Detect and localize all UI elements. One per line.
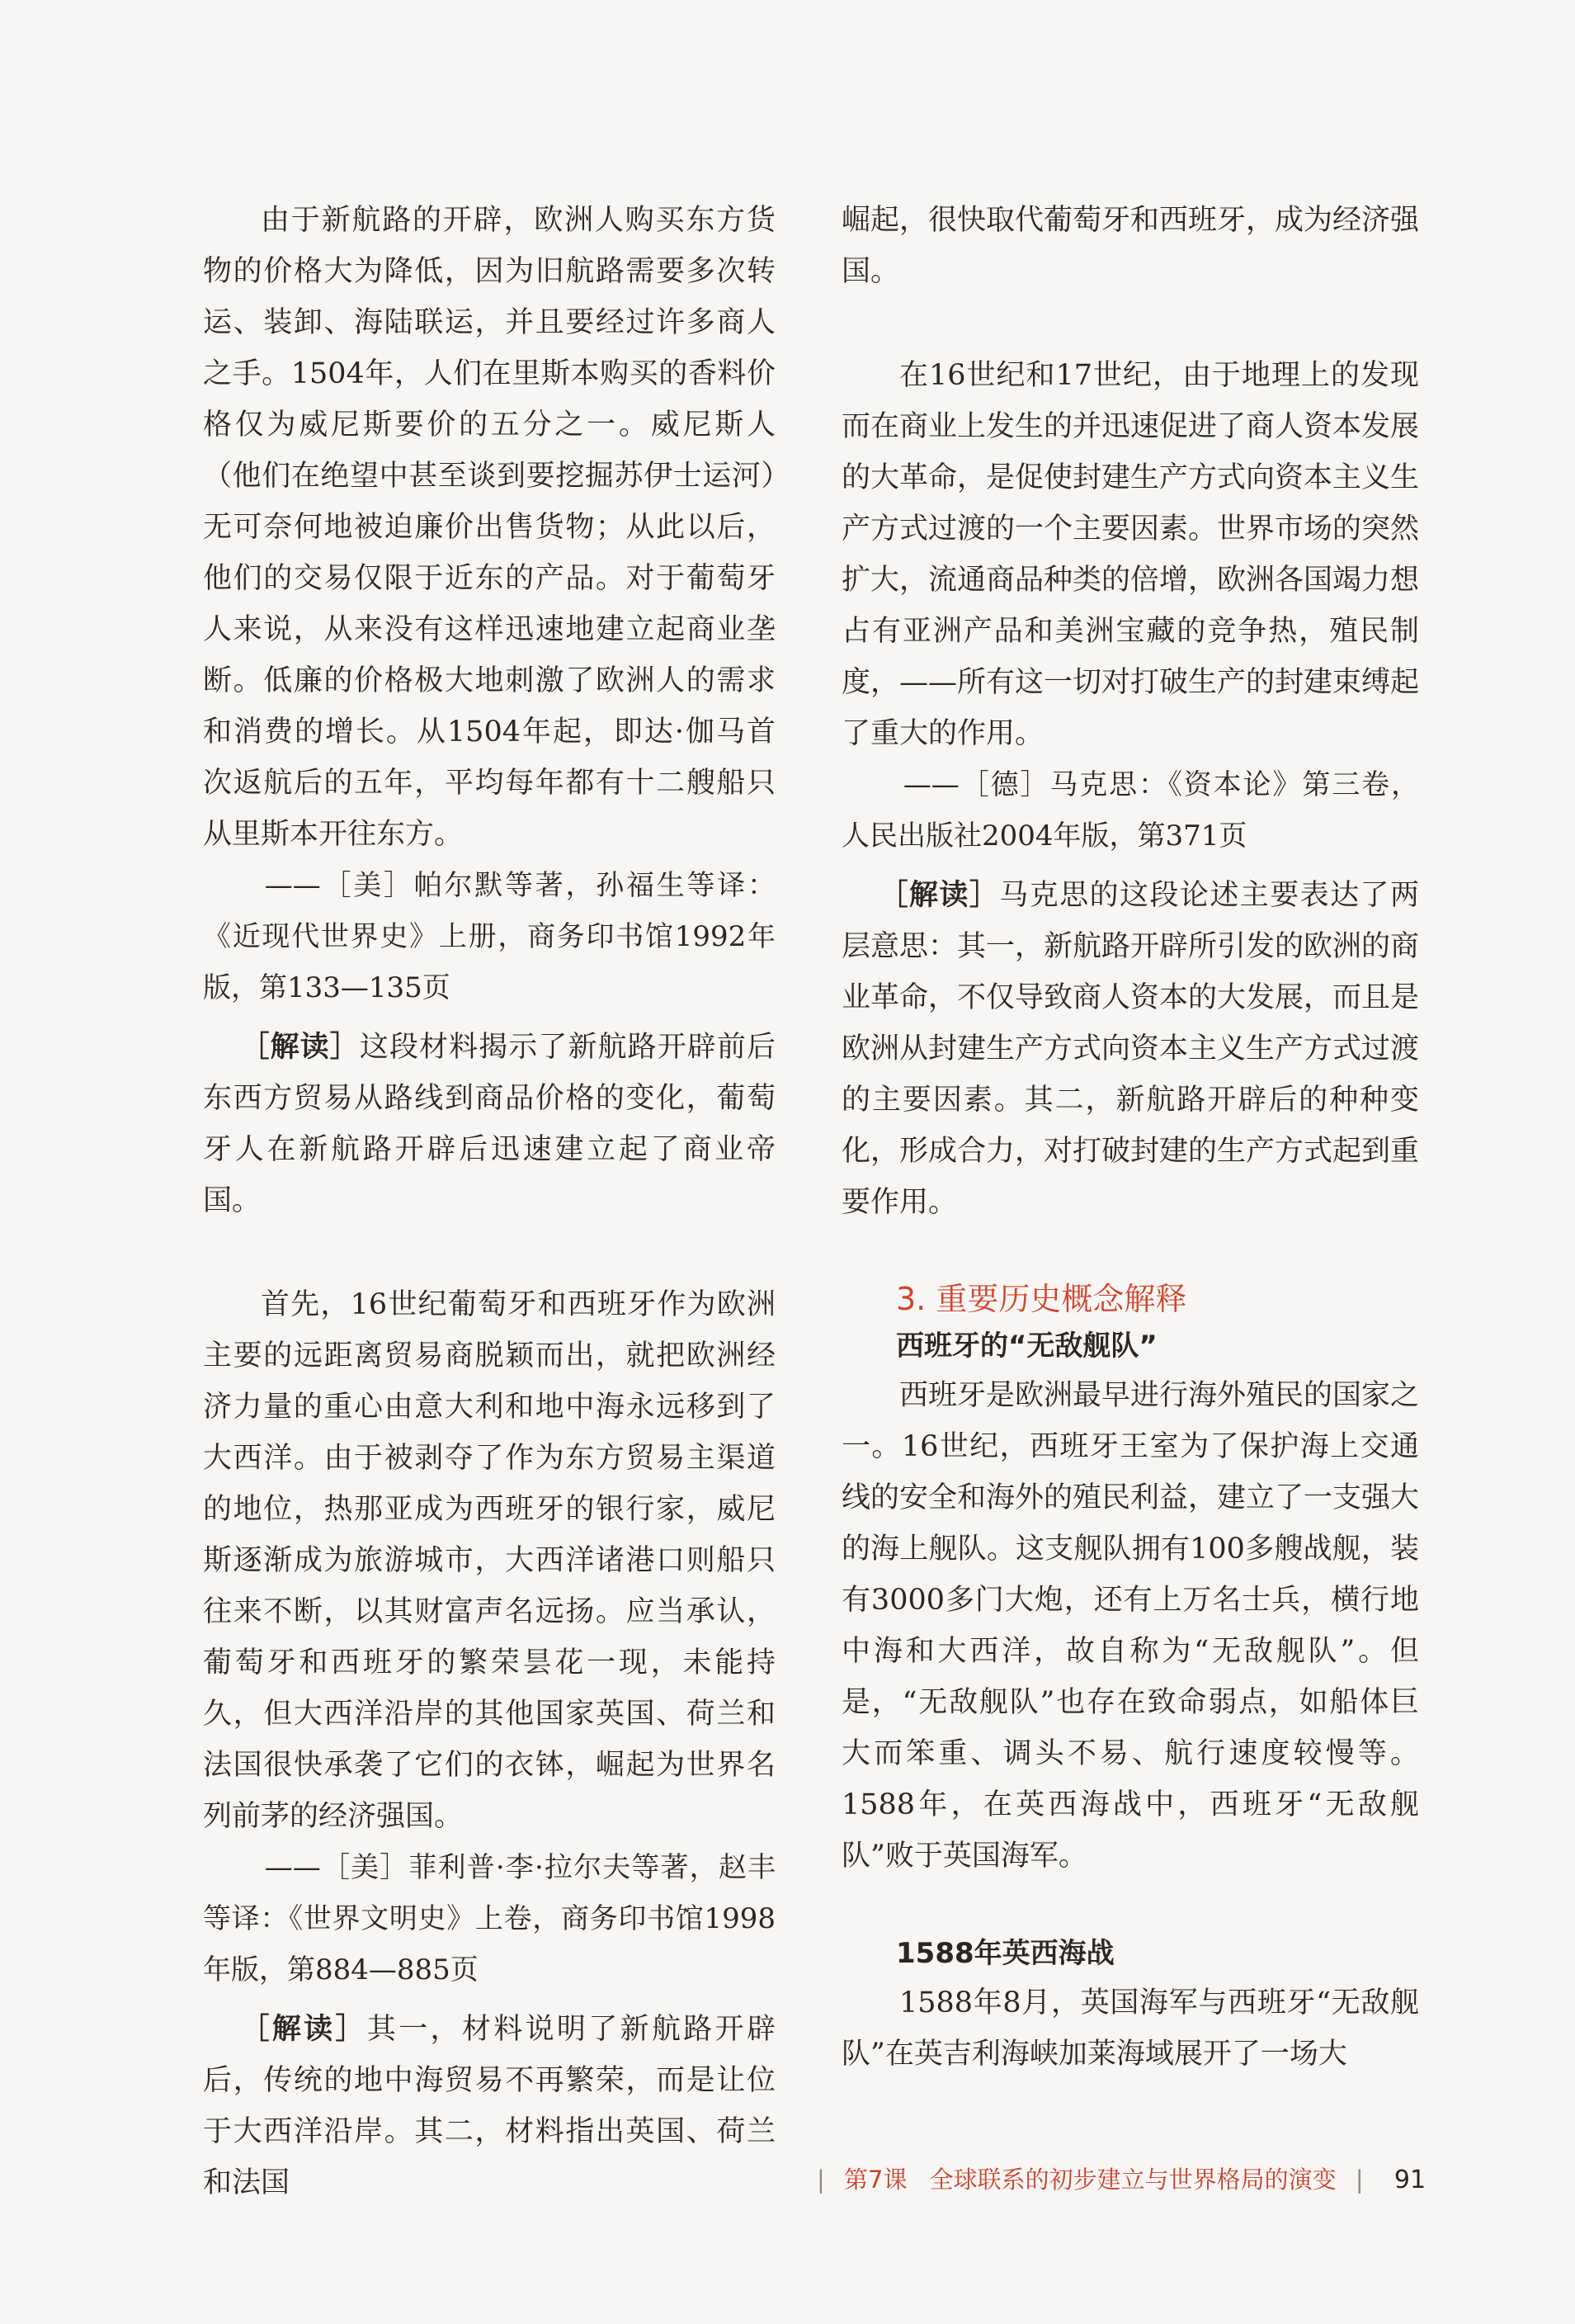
battle-paragraph: 1588年8月，英国海军与西班牙“无敌舰队”在英吉利海峡加莱海域展开了一场大 (842, 1986, 1419, 2071)
reading-tag: ［解读］ (240, 2013, 367, 2046)
right-column (842, 195, 1419, 2080)
reading-note-1 (203, 1022, 776, 1226)
section-title: 3. 重要历史概念解释 (896, 1281, 1187, 1317)
footer-divider-2: | (1355, 2166, 1364, 2194)
reading-text: 这段材料揭示了新航路开辟前后东西方贸易从路线到商品价格的变化，葡萄牙人在新航路开辟后迅速建立起了商业帝国。 (203, 1031, 776, 1217)
page-footer (817, 2159, 1444, 2200)
reading-text: 其一，材料说明了新航路开辟后，传统的地中海贸易不再繁荣，而是让位于大西洋沿岸。其二，材料指出英国、荷兰和法国 (203, 2013, 776, 2199)
reading-tag: ［解读］ (879, 879, 1000, 912)
source-citation-1: ——［美］帕尔默等著，孙福生等译：《近现代世界史》上册，商务印书馆1992年版，第133—135页 (203, 869, 776, 1004)
footer-divider: | (817, 2166, 825, 2194)
subsection-title-battle: 1588年英西海战 (896, 1937, 1115, 1970)
reading-note-3 (842, 870, 1419, 1228)
footer-lesson: 第7课 (844, 2166, 908, 2194)
reading-tag: ［解读］ (240, 1031, 360, 1064)
reading-continuation: 崛起，很快取代葡萄牙和西班牙，成为经济强国。 (842, 204, 1420, 288)
armada-paragraph: 西班牙是欧洲最早进行海外殖民的国家之一。16世纪，西班牙王室为了保护海上交通线的安全和海外的殖民利益，建立了一支强大的海上舰队。这支舰队拥有100多艘战舰，装有3000多门大炮，还有上万名士兵，横行地中海和大西洋，故自称为“无敌舰队”。但是，“无敌舰队”也存在致命弱点，如船体巨大而笨重、调头不易、航行速度较慢等。1588年，在英西海战中，西班牙“无敌舰队”败于英国海军。 (842, 1379, 1420, 1873)
source-citation-2: ——［美］菲利普·李·拉尔夫等著，赵丰等译：《世界文明史》上卷，商务印书馆1998年版，第884—885页 (203, 1851, 776, 1986)
material-paragraph-1: 由于新航路的开辟，欧洲人购买东方货物的价格大为降低，因为旧航路需要多次转运、装卸、海陆联运，并且要经过许多商人之手。1504年，人们在里斯本购买的香料价格仅为威尼斯要价的五分之一。威尼斯人（他们在绝望中甚至谈到要挖掘苏伊士运河）无可奈何地被迫廉价出售货物；从此以后，他们的交易仅限于近东的产品。对于葡萄牙人来说，从来没有这样迅速地建立起商业垄断。低廉的价格极大地刺激了欧洲人的需求和消费的增长。从1504年起，即达·伽马首次返航后的五年，平均每年都有十二艘船只从里斯本开往东方。 (203, 204, 776, 851)
material-paragraph-3: 在16世纪和17世纪，由于地理上的发现而在商业上发生的并迅速促进了商人资本发展的大革命，是促使封建生产方式向资本主义生产方式过渡的一个主要因素。世界市场的突然扩大，流通商品种类的倍增，欧洲各国竭力想占有亚洲产品和美洲宝藏的竞争热，殖民制度，——所有这一切对打破生产的封建束缚起了重大的作用。 (842, 359, 1420, 750)
footer-chapter-title: 全球联系的初步建立与世界格局的演变 (929, 2166, 1337, 2194)
page-number: 91 (1393, 2166, 1426, 2194)
subsection-title-armada: 西班牙的“无敌舰队” (896, 1330, 1158, 1363)
reading-note-2 (203, 2004, 776, 2208)
reading-text: 马克思的这段论述主要表达了两层意思：其一，新航路开辟所引发的欧洲的商业革命，不仅导致商人资本的大发展，而且是欧洲从封建生产方式向资本主义生产方式过渡的主要因素。其二，新航路开辟后的种种变化，形成合力，对打破封建的生产方式起到重要作用。 (842, 879, 1420, 1219)
left-column (203, 195, 776, 2208)
material-paragraph-2: 首先，16世纪葡萄牙和西班牙作为欧洲主要的远距离贸易商脱颖而出，就把欧洲经济力量的重心由意大利和地中海永远移到了大西洋。由于被剥夺了作为东方贸易主渠道的地位，热那亚成为西班牙的银行家，威尼斯逐渐成为旅游城市，大西洋诸港口则船只往来不断，以其财富声名远扬。应当承认，葡萄牙和西班牙的繁荣昙花一现，未能持久，但大西洋沿岸的其他国家英国、荷兰和法国很快承袭了它们的衣钵，崛起为世界名列前茅的经济强国。 (203, 1288, 776, 1833)
source-citation-3: ——［德］马克思：《资本论》第三卷，人民出版社2004年版，第371页 (842, 768, 1419, 853)
